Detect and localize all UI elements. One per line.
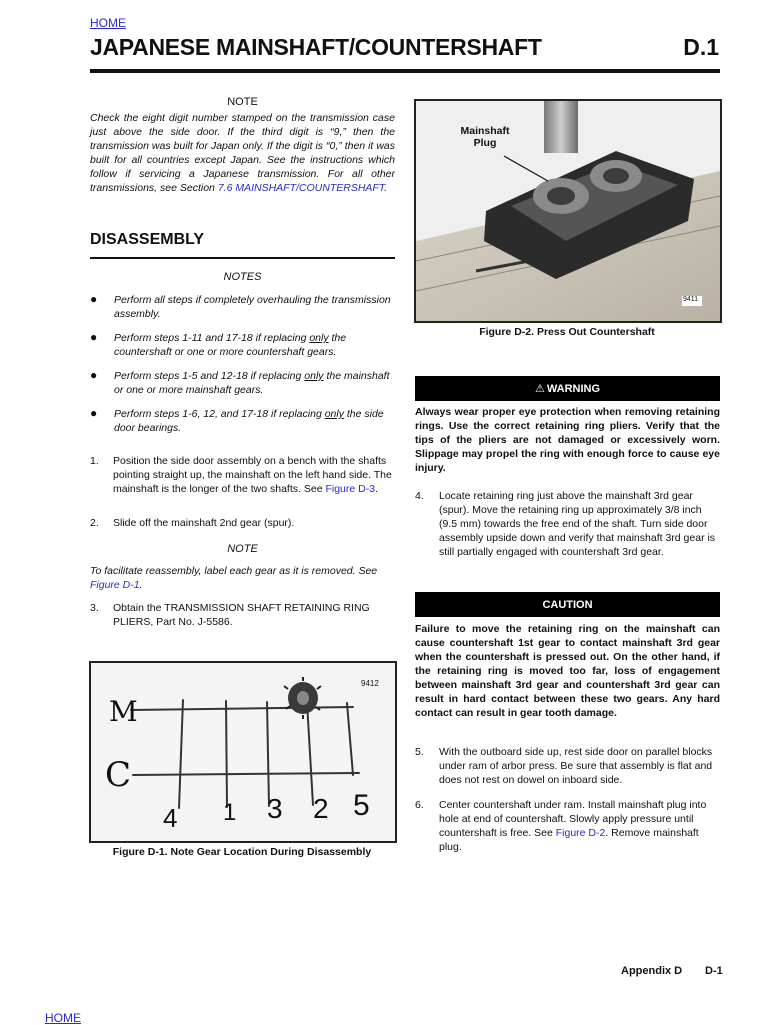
page-title: JAPANESE MAINSHAFT/COUNTERSHAFT [90, 34, 542, 60]
step-3: 3. Obtain the TRANSMISSION SHAFT RETAINING RING PLIERS, Part No. J-5586. [90, 602, 370, 628]
warning-triangle-icon: ⚠ [534, 383, 545, 395]
caution-text: Failure to move the retaining ring on the mainshaft can cause countershaft 1st gear to contact mainshaft 3rd gear when the countershaft is pressed out. On the other hand, if the retaining ring is moved too far, loss of engagement between mainshaft 3rd gear and countershaft 3rd gear can result in hard contact between these two gears. Any hard contact can result in gear tooth damage. [415, 623, 720, 719]
col-label: 5 [353, 789, 370, 822]
figure-d2-callout: Mainshaft Plug [460, 125, 510, 149]
bullet-icon: ● [90, 292, 98, 306]
section-code: D.1 [683, 34, 719, 60]
figure-d1 [89, 661, 397, 843]
section-link[interactable]: 7.6 MAINSHAFT/COUNTERSHAFT [217, 182, 385, 194]
figure-d1-caption: Figure D-1. Note Gear Location During Disassembly [112, 846, 372, 858]
note2-heading: NOTE [227, 543, 258, 555]
step-1: 1. Position the side door assembly on a bench with the shafts pointing straight up, the mainshaft on the left hand side. The mainshaft is the longer of the two shafts. See Figure D-3. [90, 455, 392, 495]
note-item: ● Perform steps 1-6, 12, and 17-18 if replacing only the side door bearings. [90, 406, 384, 434]
figure-d2-caption: Figure D-2. Press Out Countershaft [479, 326, 655, 338]
step-6: 6. Center countershaft under ram. Install mainshaft plug into hole at end of countershaft. Slowly apply pressure until countershaft is free. See Figure D-2. Remove mainshaft plug. [415, 799, 707, 853]
note-heading: NOTE [227, 96, 258, 108]
col-label: 2 [313, 793, 329, 824]
caution-banner: CAUTION [415, 592, 720, 617]
bullet-icon: ● [90, 368, 98, 382]
note-item: ● Perform steps 1-11 and 17-18 if replacing only the countershaft or one or more countershaft gears. [90, 330, 347, 358]
gear-location-sketch [91, 663, 395, 841]
step-4: 4. Locate retaining ring just above the mainshaft 3rd gear (spur). Move the retaining ring up approximately 3/8 inch (9.5 mm) towards the free end of the shaft. Turn side door assembly upside down and verify that mainshaft 3rd gear is still partially engaged with countershaft 3rd gear. [415, 490, 716, 558]
note2-text: To facilitate reassembly, label each gear as it is removed. See Figure D-1. [90, 565, 378, 591]
figure-d2-link[interactable]: Figure D-2 [555, 827, 606, 839]
figure-d2 [414, 99, 722, 323]
note-item: ● Perform all steps if completely overhauling the transmission assembly. [90, 292, 391, 320]
col-label: 4 [163, 803, 178, 833]
home-link-bottom[interactable]: HOME [45, 1011, 81, 1025]
footer-appendix: Appendix D [621, 965, 683, 977]
col-label: 3 [267, 793, 283, 824]
warning-text: Always wear proper eye protection when removing retaining rings. Use the correct retaining ring pliers. Verify that the tips of the pliers are not damaged or excessively worn. Slippage may propel the ring with enough force to cause eye injury. [415, 406, 720, 474]
notes-heading: NOTES [223, 271, 262, 283]
footer-page-number: D-1 [705, 965, 723, 977]
section-rule [90, 257, 395, 259]
step-5: 5. With the outboard side up, rest side door on parallel blocks under ram of arbor press. Be sure that assembly is flat and does not rest on dowel on inboard side. [415, 746, 713, 786]
warning-banner: ⚠ WARNING [415, 376, 720, 401]
row-label-m: M [109, 695, 138, 728]
note-item: ● Perform steps 1-5 and 12-18 if replacing only the mainshaft or one or more mainshaft gears. [90, 368, 390, 396]
bullet-icon: ● [90, 330, 98, 344]
row-label-c: C [105, 755, 132, 795]
figure-d1-link[interactable]: Figure D-1 [90, 579, 140, 591]
step-2: 2. Slide off the mainshaft 2nd gear (spur). [90, 517, 295, 529]
note-text: Check the eight digit number stamped on the transmission case just above the side door. If the third digit is “9,” then the transmission was built for Japan only. If the digit is “0,” then it was built for all countries except Japan. See the instructions which follow if servicing a Japanese transmission. For all other transmissions, see Section 7.6 MAINSHAFT/COUNTERSHAFT. [90, 112, 395, 194]
header-rule [90, 69, 720, 73]
figure-d2-id: 9411 [683, 296, 699, 303]
home-link-top[interactable]: HOME [90, 16, 126, 30]
figure-d3-link[interactable]: Figure D-3 [325, 483, 376, 495]
col-label: 1 [223, 799, 237, 826]
figure-d1-id: 9412 [361, 679, 379, 688]
disassembly-heading: DISASSEMBLY [90, 231, 205, 248]
bullet-icon: ● [90, 406, 98, 420]
